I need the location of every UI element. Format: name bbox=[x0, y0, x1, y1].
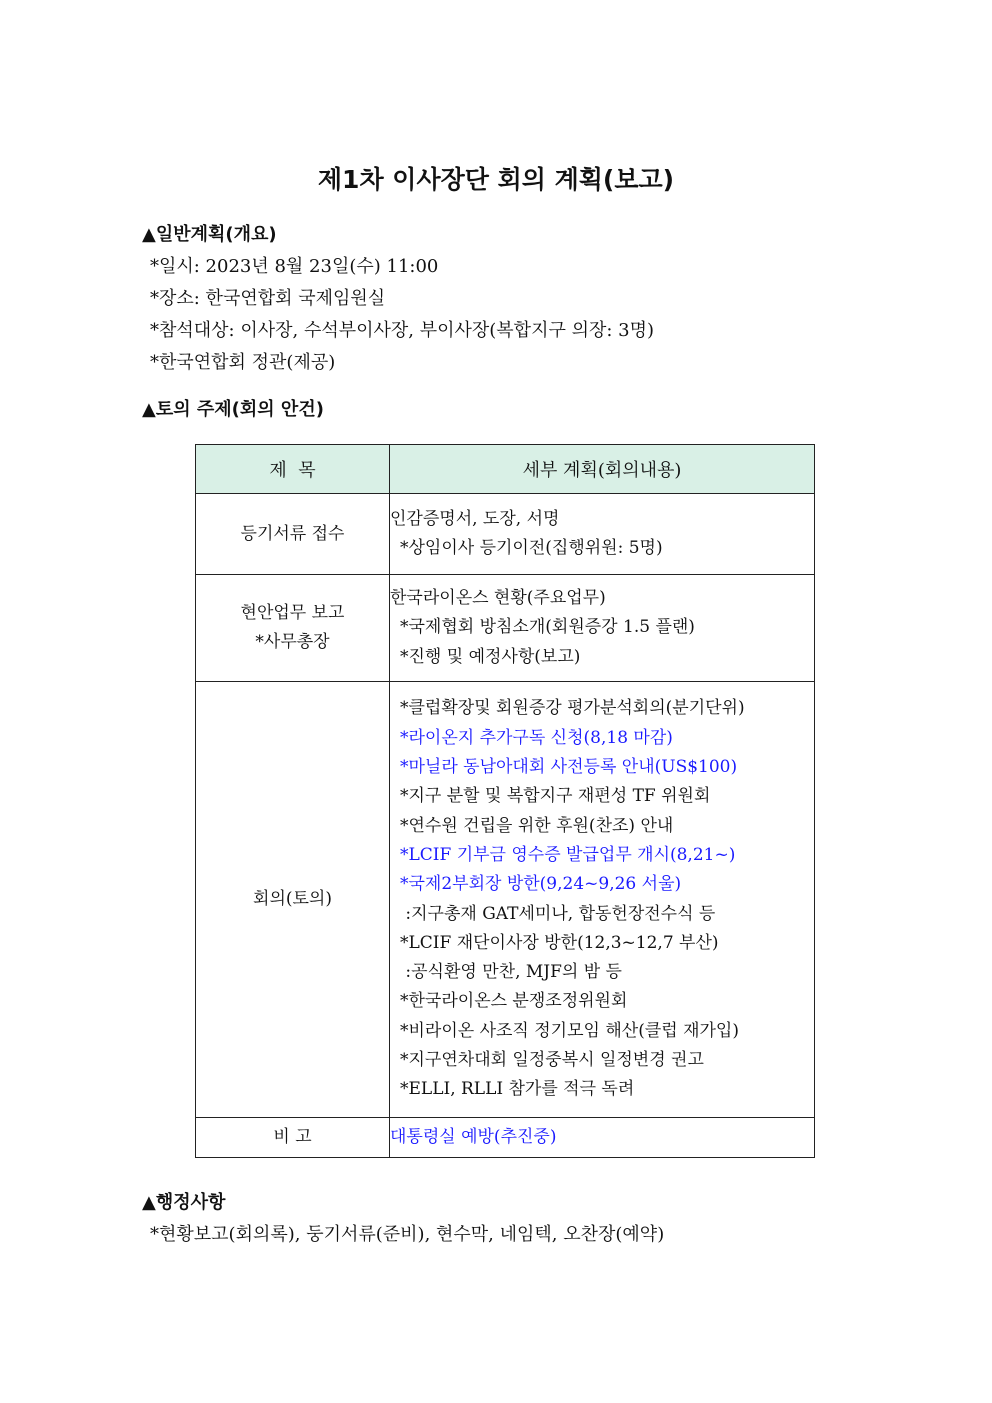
row-detail bbox=[390, 1118, 815, 1158]
header-detail: 세부 계획(회의내용) bbox=[390, 445, 815, 494]
row-detail-line: *ELLI, RLLI 참가를 적극 독려 bbox=[400, 1079, 635, 1100]
section-heading-admin: ▲행정사항 bbox=[142, 1192, 226, 1213]
row-detail-line: *지구 분할 및 복합지구 재편성 TF 위원회 bbox=[400, 786, 711, 807]
row-topic bbox=[196, 682, 390, 1118]
row-detail-line: :지구총재 GAT세미나, 합동헌장전수식 등 bbox=[400, 903, 716, 924]
table-row bbox=[196, 1118, 815, 1158]
row-detail-line: 한국라이온스 현황(주요업무) bbox=[390, 588, 606, 609]
admin-item: *현황보고(회의록), 둥기서류(준비), 현수막, 네임텍, 오찬장(예약) bbox=[150, 1224, 665, 1245]
general-plan-item-articles: *한국연합회 정관(제공) bbox=[150, 352, 336, 373]
row-detail-line: *국제2부회장 방한(9,24~9,26 서울) bbox=[400, 874, 682, 895]
section-heading-discussion-topics: ▲토의 주제(회의 안건) bbox=[142, 399, 324, 420]
page-title: 제1차 이사장단 회의 계획(보고) bbox=[317, 165, 675, 194]
row-detail-line: :공식환영 만찬, MJF의 밤 등 bbox=[400, 962, 622, 983]
row-topic-line: 비 고 bbox=[273, 1127, 312, 1147]
row-topic bbox=[196, 1118, 390, 1158]
row-topic-line: 현안업무 보고 bbox=[240, 603, 345, 623]
row-detail bbox=[390, 682, 815, 1118]
row-detail-line: *진행 및 예정사항(보고) bbox=[400, 646, 581, 667]
header-topic: 제 목 bbox=[196, 445, 390, 494]
row-topic-line: *사무총장 bbox=[255, 632, 330, 652]
general-plan-item-date: *일시: 2023년 8월 23일(수) 11:00 bbox=[150, 256, 439, 277]
row-detail-line: 인감증명서, 도장, 서명 bbox=[390, 508, 560, 529]
section-heading-general-plan: ▲일반계획(개요) bbox=[142, 224, 277, 245]
row-detail bbox=[390, 575, 815, 682]
row-topic-line: 등기서류 접수 bbox=[240, 523, 345, 544]
row-detail-line: *클럽확장및 회원증강 평가분석회의(분기단위) bbox=[400, 698, 745, 719]
general-plan-item-place: *장소: 한국연합회 국제임원실 bbox=[150, 288, 386, 309]
row-detail-line: *국제협회 방침소개(회원증강 1.5 플랜) bbox=[400, 617, 695, 638]
agenda-table bbox=[195, 444, 815, 1158]
row-topic bbox=[196, 494, 390, 575]
row-detail-line: *한국라이온스 분쟁조정위원회 bbox=[400, 991, 628, 1012]
row-detail bbox=[390, 494, 815, 575]
table-row bbox=[196, 494, 815, 575]
table-row bbox=[196, 682, 815, 1118]
table-row bbox=[196, 575, 815, 682]
row-detail-line: *마닐라 동남아대회 사전등록 안내(US$100) bbox=[400, 757, 738, 778]
general-plan-item-attendees: *참석대상: 이사장, 수석부이사장, 부이사장(복합지구 의장: 3명) bbox=[150, 320, 654, 341]
admin-list bbox=[150, 1222, 664, 1254]
row-topic-line: 회의(토의) bbox=[253, 889, 332, 909]
row-detail-line: *연수원 건립을 위한 후원(찬조) 안내 bbox=[400, 815, 674, 836]
row-detail-line: 대통령실 예방(추진중) bbox=[390, 1126, 557, 1147]
row-detail-line: *라이온지 추가구독 신청(8,18 마감) bbox=[400, 727, 673, 748]
general-plan-list bbox=[150, 254, 654, 382]
row-detail-line: *비라이온 사조직 정기모임 해산(클럽 재가입) bbox=[400, 1020, 739, 1041]
row-detail-line: *LCIF 재단이사장 방한(12,3~12,7 부산) bbox=[400, 932, 719, 953]
row-detail-line: *지구연차대회 일정중복시 일정변경 권고 bbox=[400, 1049, 704, 1070]
row-topic bbox=[196, 575, 390, 682]
table-header-row bbox=[196, 445, 815, 494]
row-detail-line: *상임이사 등기이전(집행위원: 5명) bbox=[400, 538, 663, 558]
row-detail-line: *LCIF 기부금 영수증 발급업무 개시(8,21~) bbox=[400, 844, 736, 865]
